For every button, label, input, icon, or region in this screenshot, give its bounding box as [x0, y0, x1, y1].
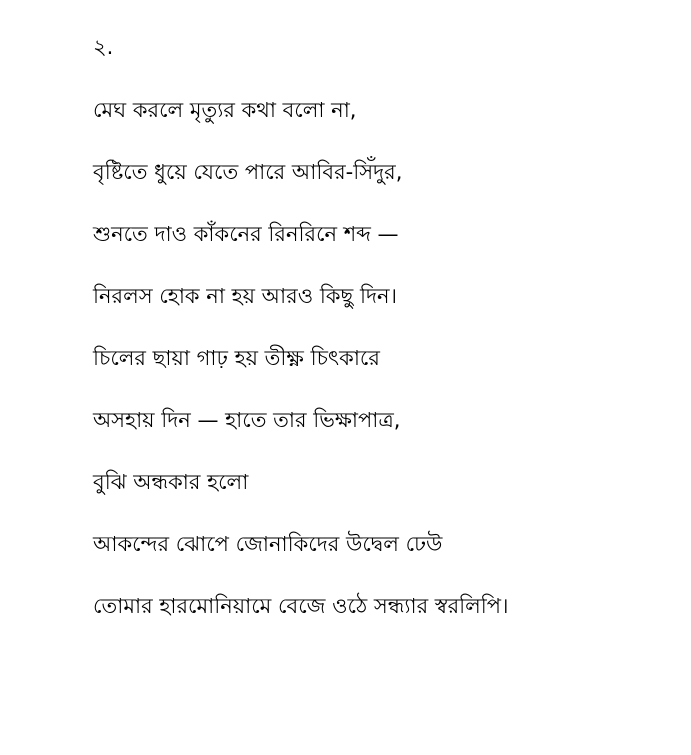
poem-line: চিলের ছায়া গাঢ় হয় তীক্ষ্ণ চিৎকারে — [93, 346, 380, 370]
poem-line: বুঝি অন্ধকার হলো — [93, 470, 249, 494]
poem-line: আকন্দের ঝোপে জোনাকিদের উদ্বেল ঢেউ — [93, 532, 443, 556]
poem-line: নিরলস হোক না হয় আরও কিছু দিন। — [93, 284, 398, 308]
poem-line: শুনতে দাও কাঁকনের রিনরিনে শব্দ — — [93, 222, 399, 246]
poem-line: বৃষ্টিতে ধুয়ে যেতে পারে আবির-সিঁদুর, — [93, 160, 403, 184]
poem-number: ২. — [93, 35, 114, 59]
stanza-2 — [93, 343, 673, 621]
stanza-1 — [93, 95, 673, 311]
poem-line: মেঘ করলে মৃত্যুর কথা বলো না, — [93, 98, 357, 122]
poem-page — [93, 32, 673, 621]
poem-line: তোমার হারমোনিয়ামে বেজে ওঠে সন্ধ্যার স্বরলিপি। — [93, 594, 509, 618]
poem-line: অসহায় দিন — হাতে তার ভিক্ষাপাত্র, — [93, 408, 401, 432]
